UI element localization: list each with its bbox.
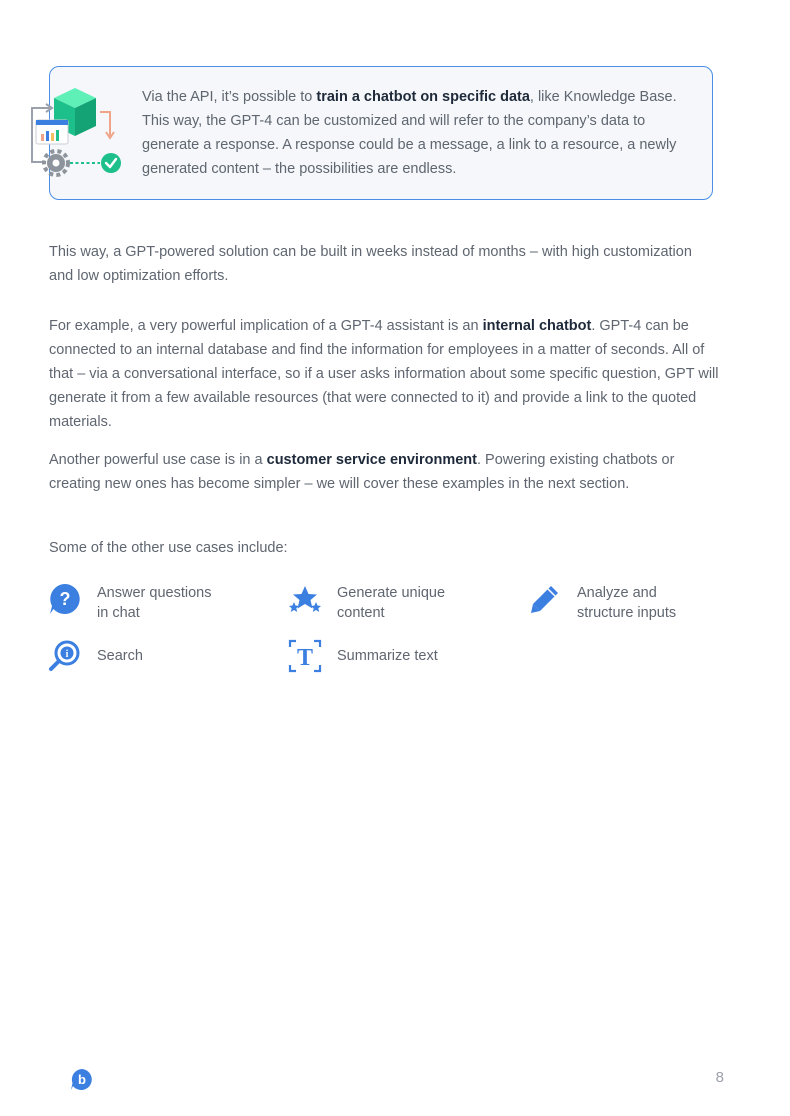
use-case-analyze-inputs [528, 582, 676, 623]
use-case-label: Answer questions [97, 585, 212, 601]
callout-bold-text: train a chatbot on specific data [316, 89, 530, 105]
use-case-label: Search [97, 648, 143, 664]
use-case-summarize [288, 639, 438, 673]
paragraph-build-time: This way, a GPT-powered solution can be built in weeks instead of months – with high customization and low optimization efforts. [49, 244, 692, 284]
pencil-icon [528, 582, 562, 616]
use-case-label: Generate unique [337, 585, 446, 601]
question-bubble-icon [48, 582, 82, 616]
use-case-label: Analyze and [577, 585, 657, 601]
text-frame-icon [288, 639, 322, 673]
page-number: 8 [715, 1069, 724, 1086]
use-case-search [48, 639, 143, 673]
svg-text:T: T [296, 645, 314, 671]
paragraph-customer-service: Another powerful use case is in a customer service environment. Powering existing chatbots or creating new ones has become simpler – we will cover these examples in the next section. [49, 452, 675, 492]
svg-text:b: b [78, 1072, 86, 1087]
use-case-label: structure inputs [577, 605, 677, 621]
paragraph-use-cases-intro: Some of the other use cases include: [49, 540, 288, 556]
svg-text:?: ? [59, 589, 71, 609]
api-training-illustration-icon [28, 86, 126, 180]
callout-text: Via the API, it’s possible to train a chatbot on specific data, like Knowledge Base. This way, the GPT-4 can be customized and will refer to the company’s data to generate a response. A response could be a message, a link to a resource, a newly generated content – the possibilities are endless. [142, 89, 677, 177]
paragraph-internal-chatbot: For example, a very powerful implication of a GPT-4 assistant is an internal chatbot. GPT-4 can be connected to an internal database and find the information for employees in a matter of seconds. All of that – via a conversational interface, so if a user asks information about some specific question, GPT will generate it from a few available resources (that were connected to it) and provide a link to the quoted materials. [49, 318, 719, 430]
use-case-label: content [337, 605, 385, 621]
magnifier-info-icon [48, 639, 82, 673]
svg-text:i: i [65, 649, 69, 660]
brand-logo-icon [70, 1068, 93, 1091]
use-case-generate-content [288, 582, 445, 623]
use-case-label: in chat [97, 605, 140, 621]
stars-icon [288, 582, 322, 616]
use-case-answer-questions [48, 582, 211, 623]
use-case-label: Summarize text [337, 648, 438, 664]
